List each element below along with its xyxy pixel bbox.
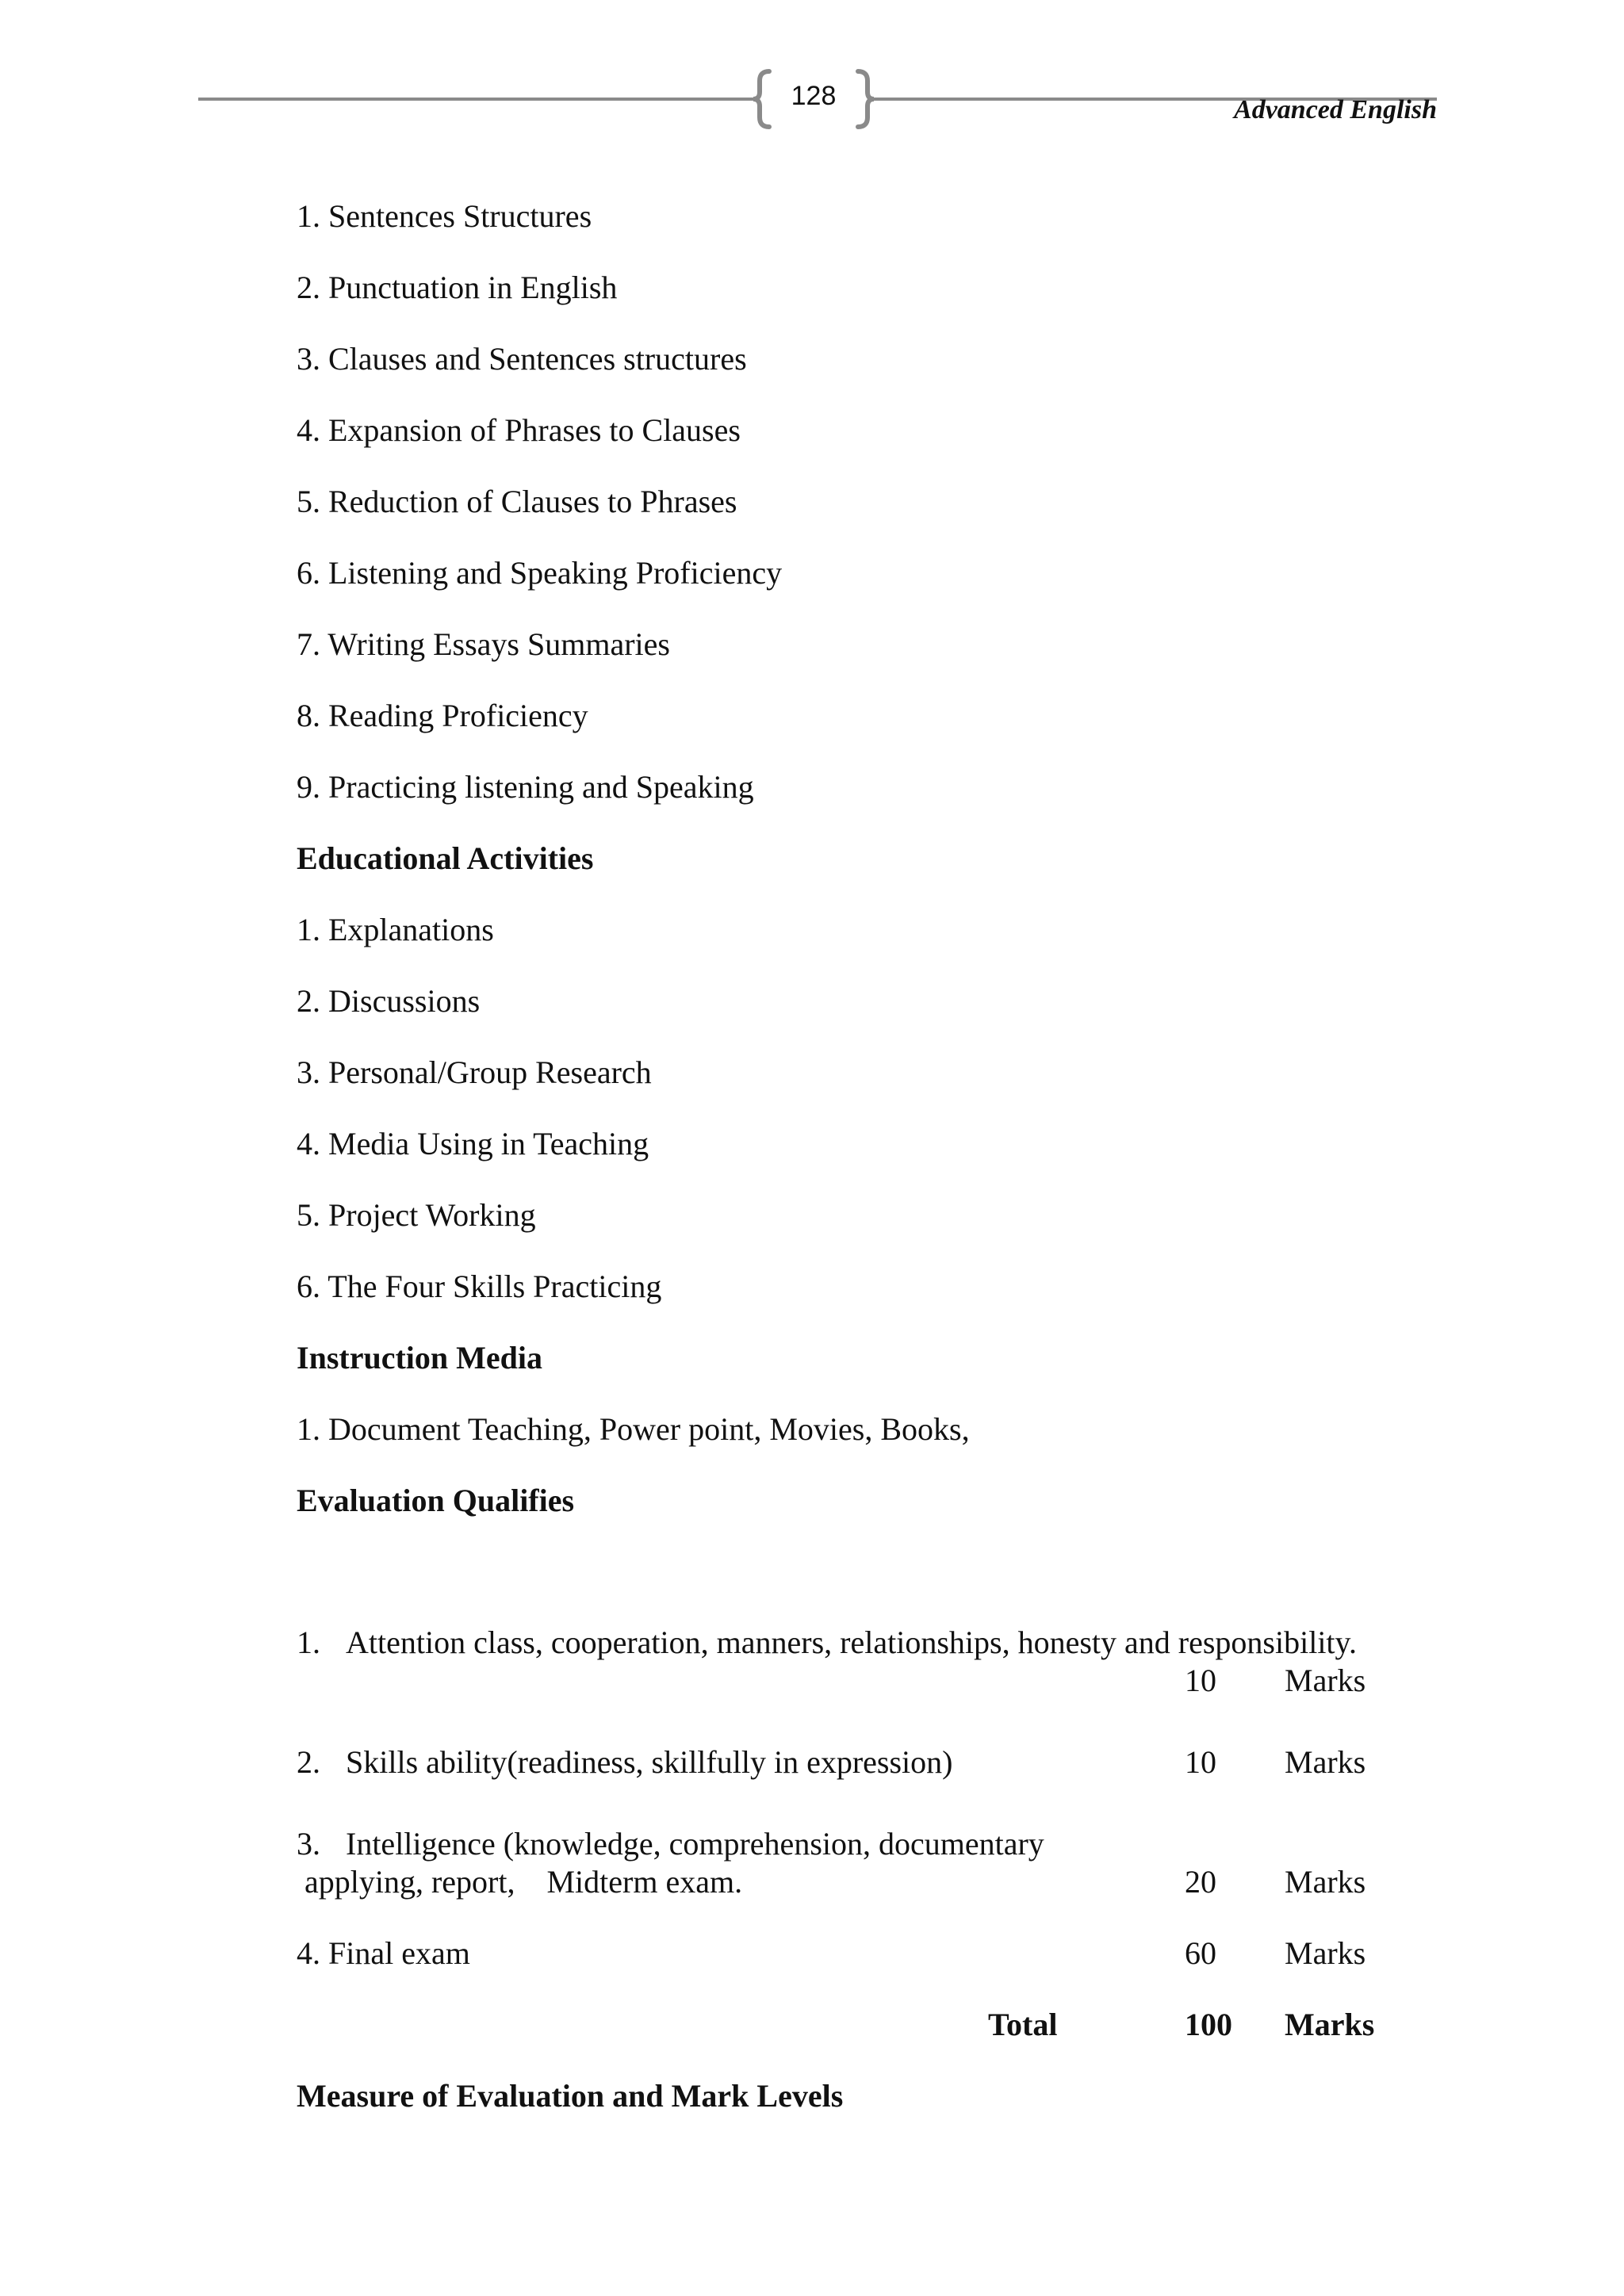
- list-item: 6. The Four Skills Practicing: [297, 1269, 662, 1304]
- eval-item-unit: Marks: [1285, 1744, 1366, 1780]
- total-unit: Marks: [1285, 2007, 1375, 2042]
- eval-item-unit: Marks: [1285, 1663, 1366, 1698]
- list-item: 7. Writing Essays Summaries: [297, 626, 670, 662]
- list-item: 2. Discussions: [297, 983, 481, 1019]
- list-item: 3. Personal/Group Research: [297, 1054, 652, 1090]
- list-item: 1. Explanations: [297, 912, 494, 947]
- list-item: 4. Media Using in Teaching: [297, 1126, 649, 1161]
- section-heading-educational-activities: Educational Activities: [297, 840, 594, 876]
- eval-item-text: Skills ability(readiness, skillfully in expression): [346, 1744, 953, 1780]
- eval-item-number: 2.: [297, 1744, 320, 1780]
- section-heading-evaluation: Evaluation Qualifies: [297, 1483, 575, 1518]
- section-heading-measure-of-evaluation: Measure of Evaluation and Mark Levels: [297, 2078, 844, 2114]
- page-number-bracket: [752, 68, 875, 130]
- header-rule-left: [198, 98, 753, 101]
- list-item: 1. Sentences Structures: [297, 198, 592, 234]
- list-item: 6. Listening and Speaking Proficiency: [297, 555, 783, 591]
- eval-item-score: 10: [1185, 1663, 1216, 1698]
- list-item: 3. Clauses and Sentences structures: [297, 341, 747, 377]
- eval-item-text: 4. Final exam: [297, 1935, 470, 1971]
- eval-item-text-continued: applying, report, Midterm exam.: [304, 1864, 743, 1900]
- list-item: 5. Reduction of Clauses to Phrases: [297, 484, 737, 519]
- eval-item-number: 3.: [297, 1826, 320, 1862]
- list-item: 1. Document Teaching, Power point, Movies, Books,: [297, 1411, 970, 1447]
- total-label: Total: [988, 2007, 1058, 2042]
- eval-item-text: Intelligence (knowledge, comprehension, documentary: [346, 1826, 1044, 1862]
- list-item: 2. Punctuation in English: [297, 270, 618, 305]
- eval-item-unit: Marks: [1285, 1864, 1366, 1900]
- section-heading-instruction-media: Instruction Media: [297, 1340, 542, 1376]
- page-number: 128: [791, 81, 837, 111]
- total-score: 100: [1185, 2007, 1232, 2042]
- eval-item-score: 60: [1185, 1935, 1216, 1971]
- list-item: 8. Reading Proficiency: [297, 698, 588, 733]
- eval-item-score: 10: [1185, 1744, 1216, 1780]
- eval-item-unit: Marks: [1285, 1935, 1366, 1971]
- list-item: 9. Practicing listening and Speaking: [297, 769, 754, 805]
- list-item: 5. Project Working: [297, 1197, 536, 1233]
- running-title: Advanced English: [1234, 95, 1437, 124]
- list-item: 4. Expansion of Phrases to Clauses: [297, 412, 741, 448]
- eval-item-number: 1.: [297, 1624, 320, 1660]
- eval-item-text: Attention class, cooperation, manners, relationships, honesty and responsibility.: [346, 1624, 1357, 1660]
- eval-item-score: 20: [1185, 1864, 1216, 1900]
- page-header: [0, 0, 1624, 159]
